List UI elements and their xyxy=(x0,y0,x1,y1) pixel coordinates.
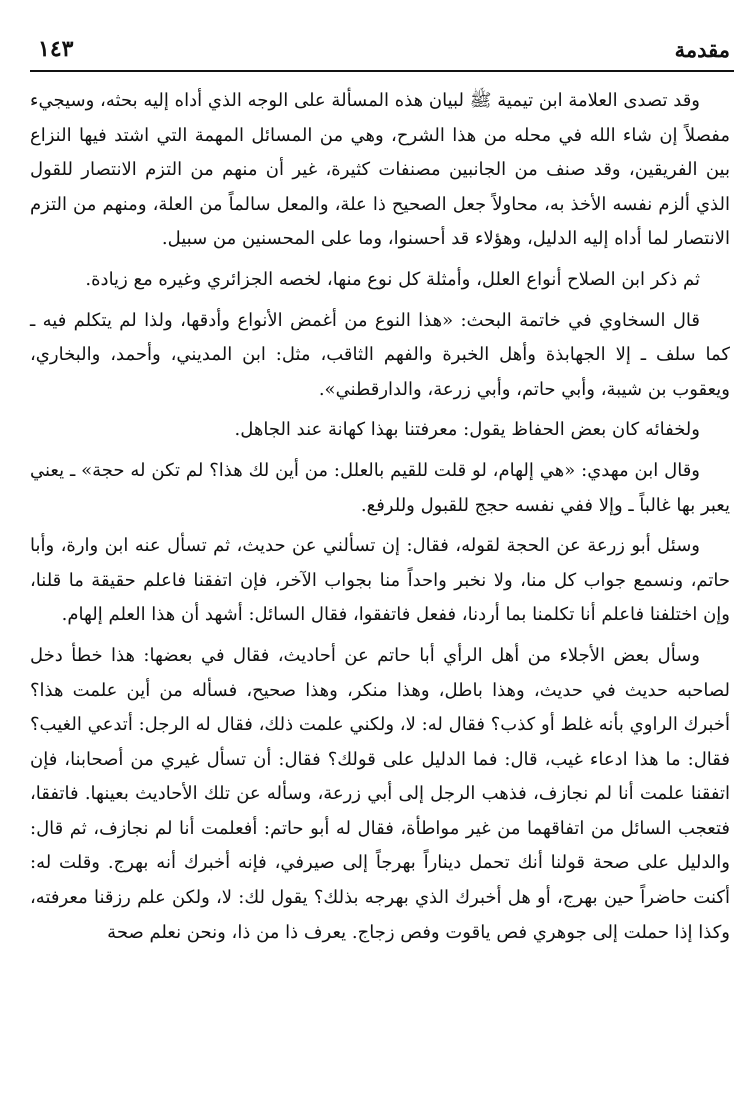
paragraph-abu-zurah: وسئل أبو زرعة عن الحجة لقوله، فقال: إن تسألني عن حديث، ثم تسأل عنه ابن وارة، وأبا حاتم، ونسمع جواب كل منا، ولا نخبر واحداً منا بجواب الآخر، فإن اتفقنا فاعلم حقيقة ما قلنا، وإن اختلفنا فاعلم أنا تكلمنا بما أردنا، ففعل فاتفقوا، فقال السائل: أشهد أن هذا العلم إلهام. xyxy=(30,535,730,626)
page-number: ١٤٣ xyxy=(38,36,74,62)
paragraph-ibn-taymiyya: وقد تصدى العلامة ابن تيمية ﷺ لبيان هذه المسألة على الوجه الذي أداه إليه بحثه، وسيجيء مفصلاً إن شاء الله في محله من هذا الشرح، وهي من المسائل المهمة التي اشتد فيها النزاع بين الفريقين، وقد صنف من الجانبين مصنفات كثيرة، غير أن منهم من التزم الانتصار للقول الذي ألزم نفسه الأخذ به، محاولاً جعل الصحيح ذا علة، والمعل سالماً من العلة، ومنهم من التزم الانتصار لما أداه إليه الدليل، وهؤلاء قد أحسنوا، وما على المحسنين من سبيل. xyxy=(30,90,730,250)
section-title: مقدمة xyxy=(674,37,730,62)
body-text xyxy=(30,84,730,956)
paragraph-ibn-mahdi: وقال ابن مهدي: «هي إلهام، لو قلت للقيم بالعلل: من أين لك هذا؟ لم تكن له حجة» ـ يعني يعبر بها غالباً ـ وإلا ففي نفسه حجج للقبول وللرفع. xyxy=(30,459,730,516)
paragraph-ibn-salah: ثم ذكر ابن الصلاح أنواع العلل، وأمثلة كل نوع منها، لخصه الجزائري وغيره مع زيادة. xyxy=(85,268,700,290)
paragraph-kahana: ولخفائه كان بعض الحفاظ يقول: معرفتنا بهذا كهانة عند الجاهل. xyxy=(234,419,700,441)
running-header xyxy=(38,26,730,68)
paragraph-abu-hatim: وسأل بعض الأجلاء من أهل الرأي أبا حاتم عن أحاديث، فقال في بعضها: هذا خطأ دخل لصاحبه حديث في حديث، وهذا باطل، وهذا منكر، وهذا صحيح، فسأله من أين علمت هذا؟ أخبرك الراوي بأنه غلط أو كذب؟ فقال له: لا، ولكني علمت ذلك، فقال له الرجل: أتدعي الغيب؟ فقال: ما هذا ادعاء غيب، قال: فما الدليل على قولك؟ فقال: أن تسأل غيري من أصحابنا، فإن اتفقنا علمت أنا لم نجازف، فذهب الرجل إلى أبي زرعة، وسأله عن تلك الأحاديث بعينها. فاتفقا، فتعجب السائل من اتفاقهما من غير مواطأة، فقال له أبو حاتم: أفعلمت أنا لم نجازف، ثم قال: والدليل على صحة قولنا أنك تحمل ديناراً بهرجاً إلى صيرفي، فإنه أخبرك أنه بهرج. وقلت له: أكنت حاضراً حين بهرج، أو هل أخبرك الذي بهرجه بذلك؟ يقول لك: لا، ولكن علم رزقنا معرفته، وكذا إذا حملت إلى جوهري فص ياقوت وفص زجاج. يعرف ذا من ذا، ونحن نعلم صحة xyxy=(30,644,730,943)
header-rule xyxy=(30,70,734,72)
paragraph-sakhawi-quote: قال السخاوي في خاتمة البحث: «هذا النوع من أغمض الأنواع وأدقها، ولذا لم يتكلم فيه ـ كما سلف ـ إلا الجهابذة وأهل الخبرة والفهم الثاقب، مثل: ابن المديني، وأحمد، والبخاري، ويعقوب بن شيبة، وأبي حاتم، وأبي زرعة، والدارقطني». xyxy=(30,309,730,400)
